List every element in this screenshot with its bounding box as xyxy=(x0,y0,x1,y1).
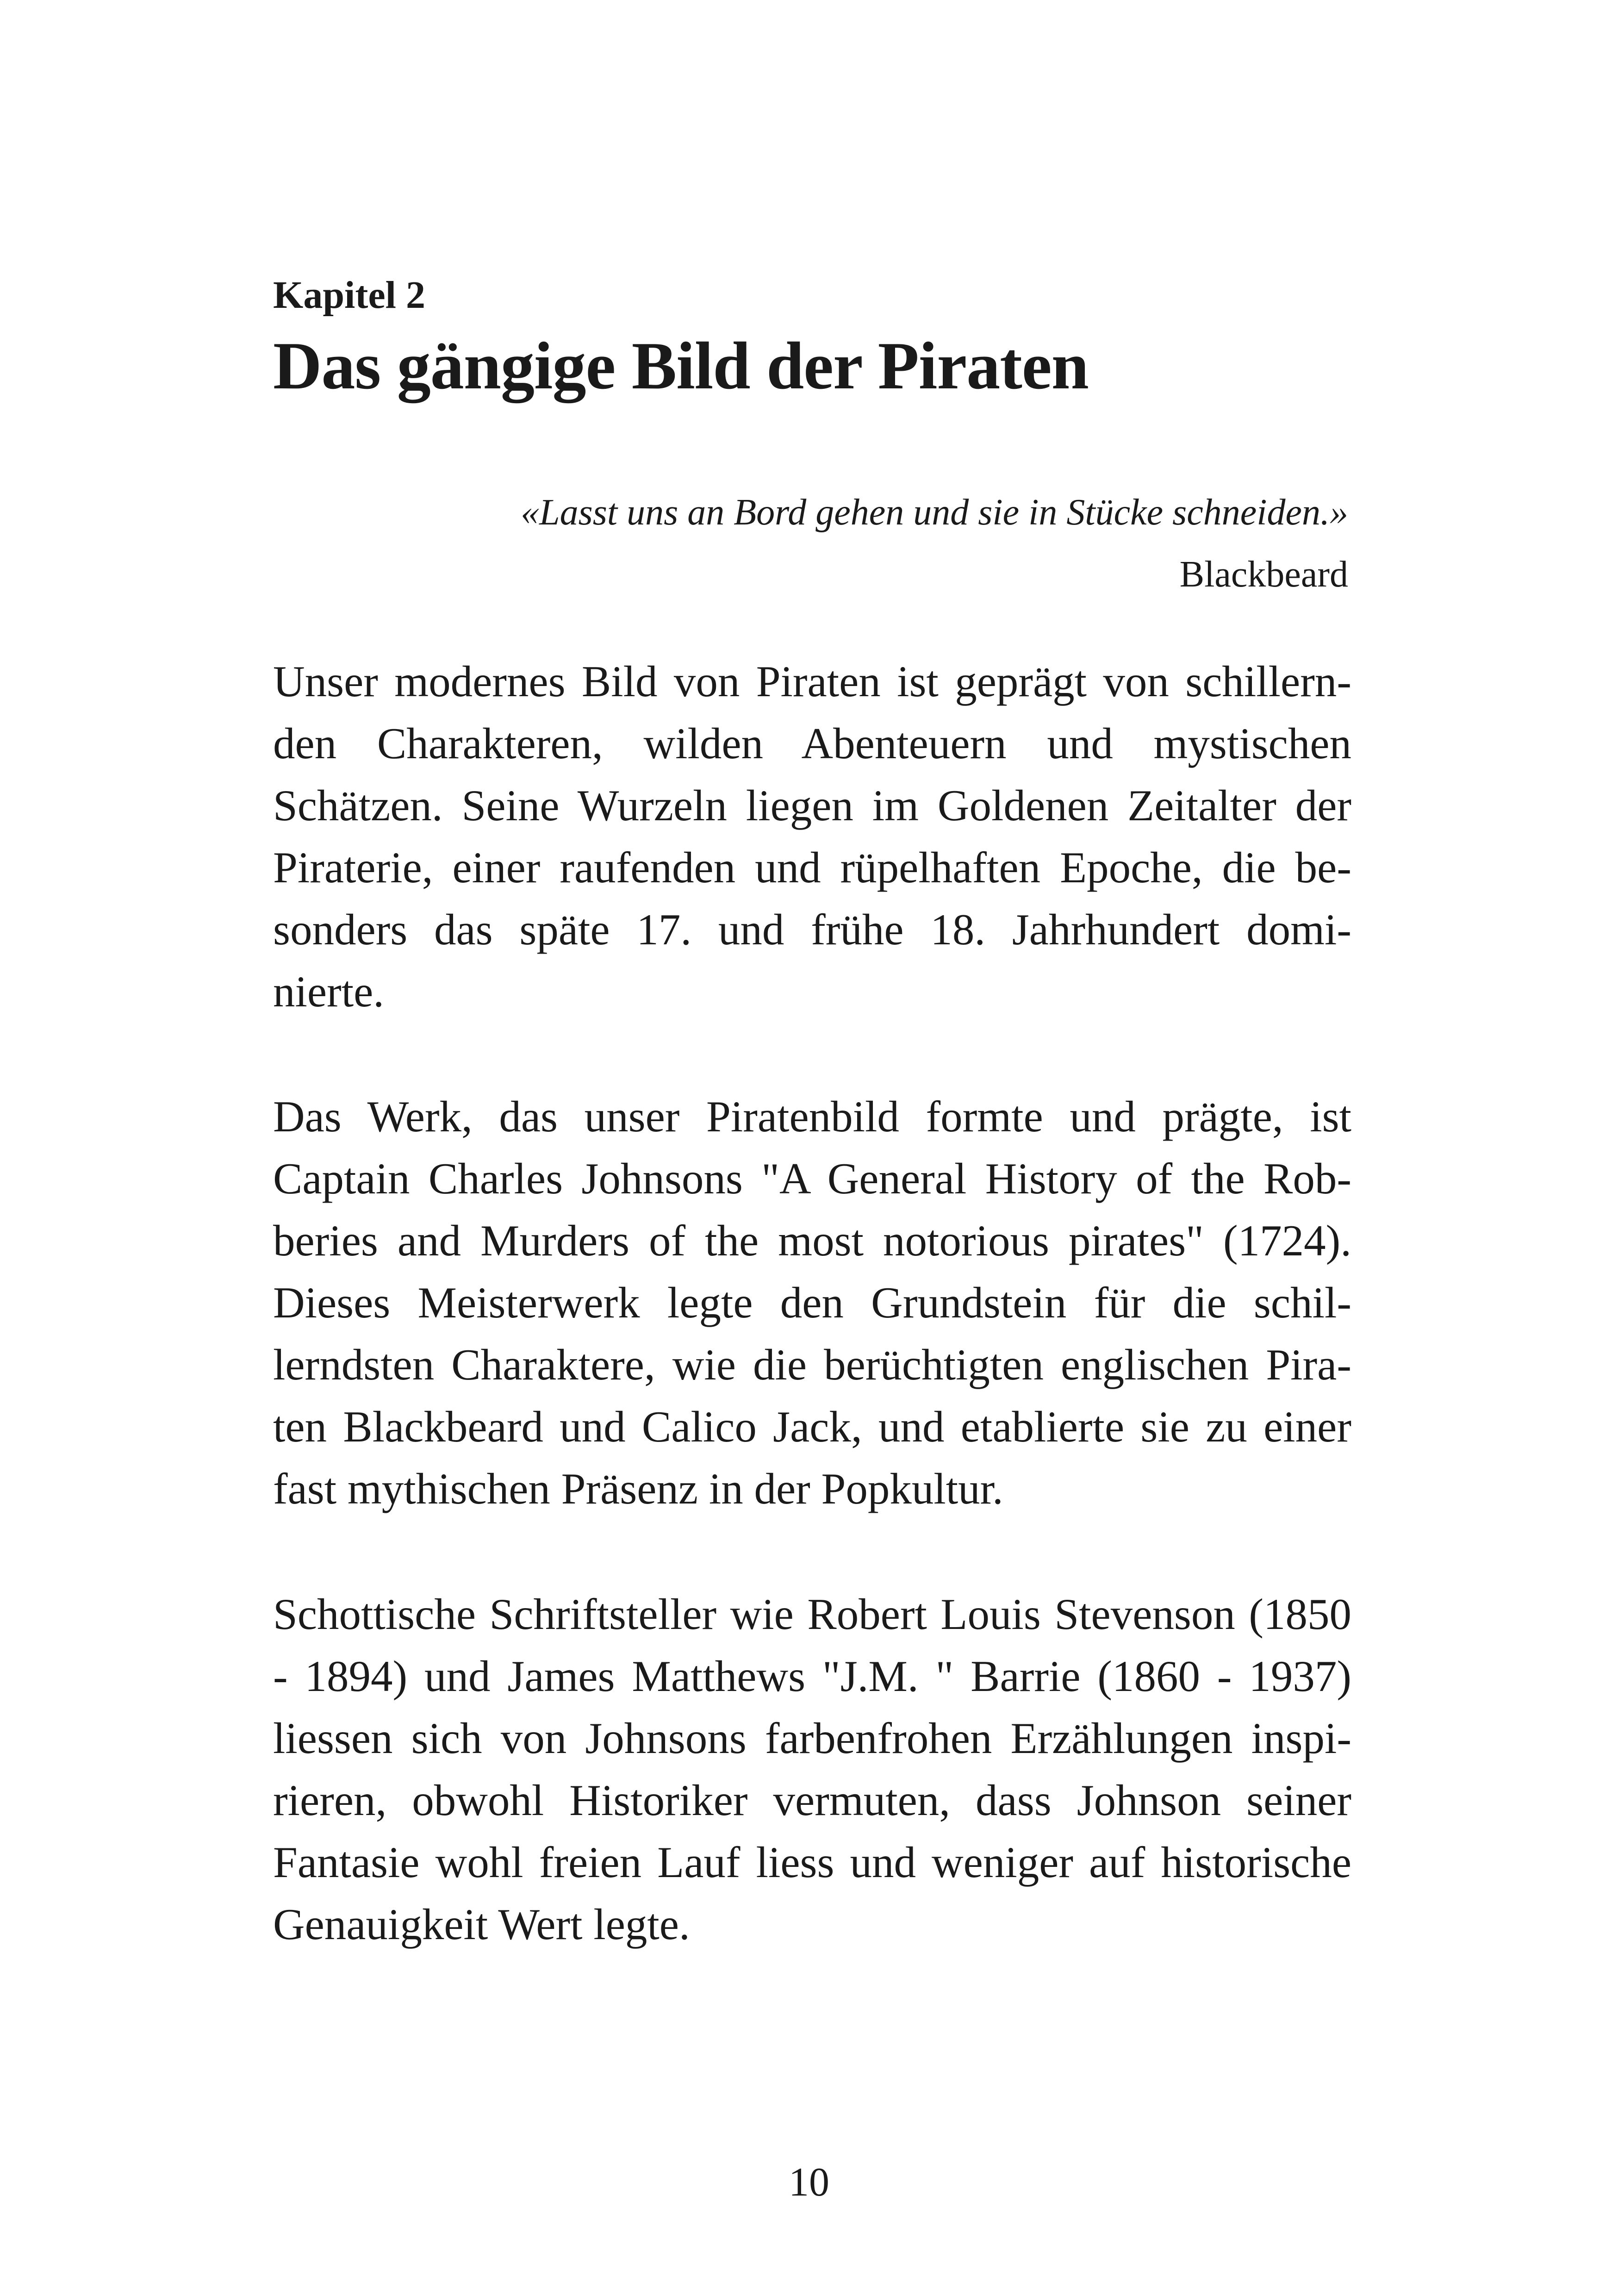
paragraph-line: Piraterie, einer raufenden und rüpelhaften Epoche, die be- xyxy=(273,843,1351,892)
paragraph-line: Schätzen. Seine Wurzeln liegen im Goldenen Zeitalter der xyxy=(273,781,1351,830)
chapter-label: Kapitel 2 xyxy=(273,274,425,317)
paragraph-line: den Charakteren, wilden Abenteuern und mystischen xyxy=(273,719,1351,768)
epigraph-quote: «Lasst uns an Bord gehen und sie in Stücke schneiden.» xyxy=(521,492,1348,533)
epigraph-author: Blackbeard xyxy=(1179,554,1348,595)
paragraph-line: Fantasie wohl freien Lauf liess und weniger auf historische xyxy=(273,1838,1351,1887)
paragraph-line: fast mythischen Präsenz in der Popkultur. xyxy=(273,1464,1003,1513)
paragraph-line: - 1894) und James Matthews "J.M. " Barrie (1860 - 1937) xyxy=(273,1652,1351,1701)
paragraph-line: sonders das späte 17. und frühe 18. Jahrhundert domi- xyxy=(273,905,1351,954)
paragraph-line: Genauigkeit Wert legte. xyxy=(273,1900,690,1949)
paragraph-line: lerndsten Charaktere, wie die berüchtigten englischen Pira- xyxy=(273,1340,1351,1389)
paragraph-3 xyxy=(273,1583,1351,1955)
page-number: 10 xyxy=(789,2160,829,2205)
paragraph-line: Das Werk, das unser Piratenbild formte und prägte, ist xyxy=(273,1092,1351,1141)
chapter-title: Das gängige Bild der Piraten xyxy=(273,328,1089,403)
paragraph-line: beries and Murders of the most notorious pirates" (1724). xyxy=(273,1216,1351,1265)
paragraph-line: nierte. xyxy=(273,967,385,1016)
paragraph-line: Schottische Schriftsteller wie Robert Louis Stevenson (1850 xyxy=(273,1590,1351,1639)
paragraph-line: Unser modernes Bild von Piraten ist geprägt von schillern- xyxy=(273,657,1351,706)
paragraph-line: ten Blackbeard und Calico Jack, und etablierte sie zu einer xyxy=(273,1402,1351,1451)
paragraph-line: Dieses Meisterwerk legte den Grundstein für die schil- xyxy=(273,1278,1351,1327)
paragraph-1 xyxy=(273,650,1351,1023)
paragraph-line: rieren, obwohl Historiker vermuten, dass Johnson seiner xyxy=(273,1776,1351,1825)
paragraph-line: liessen sich von Johnsons farbenfrohen Erzählungen inspi- xyxy=(273,1714,1351,1763)
paragraph-line: Captain Charles Johnsons "A General History of the Rob- xyxy=(273,1154,1351,1203)
epigraph xyxy=(237,481,1348,605)
paragraph-2 xyxy=(273,1086,1351,1520)
